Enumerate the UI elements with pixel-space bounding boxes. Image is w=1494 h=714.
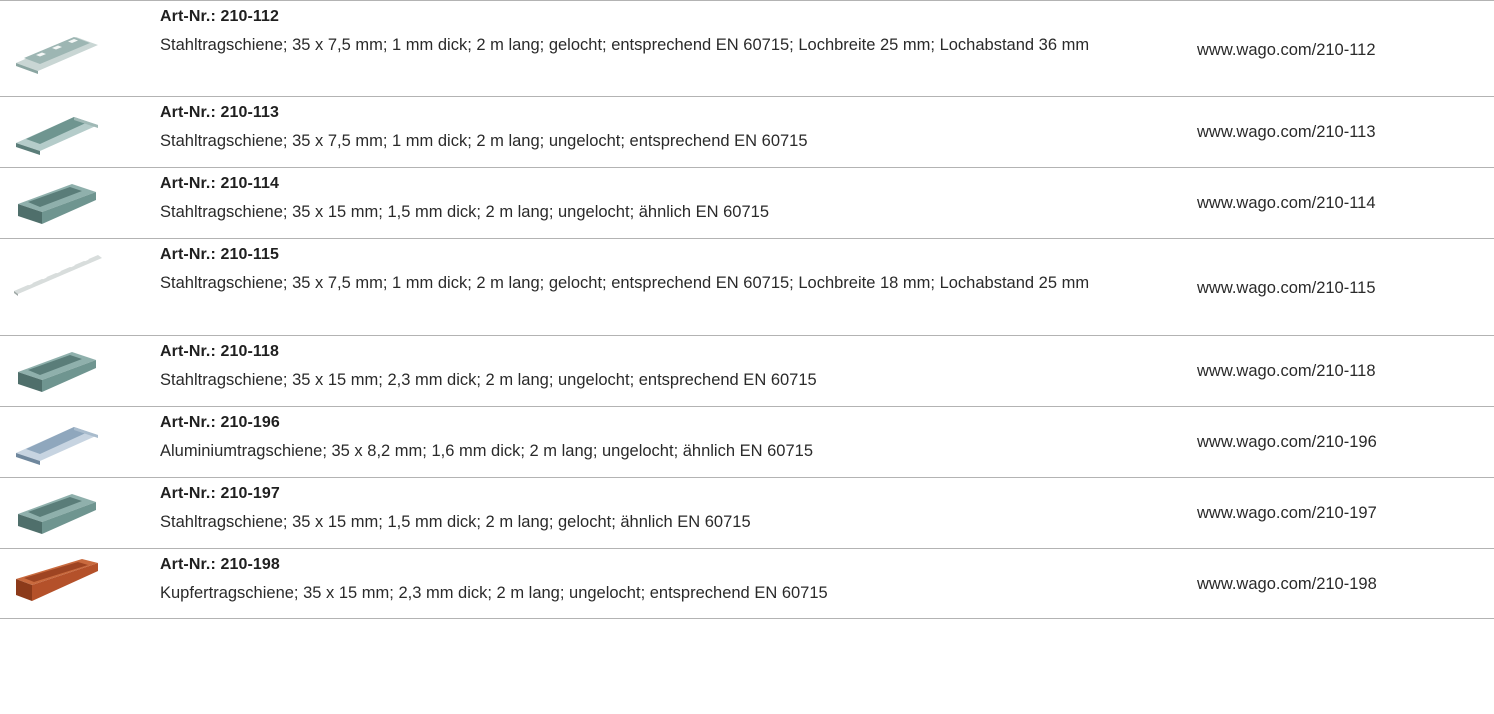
din-rail-perforated-icon: [12, 29, 102, 75]
product-link[interactable]: www.wago.com/210-115: [1197, 279, 1376, 297]
din-rail-icon: [12, 111, 102, 157]
product-info: [160, 241, 1170, 297]
din-rail-deep-icon: [12, 180, 102, 226]
product-info: [160, 3, 1170, 59]
product-link[interactable]: www.wago.com/210-197: [1197, 504, 1377, 522]
product-description: Aluminiumtragschiene; 35 x 8,2 mm; 1,6 mm dick; 2 m lang; ungelocht; ähnlich EN 60715: [160, 442, 813, 460]
product-row: [0, 477, 1494, 548]
product-row: [0, 548, 1494, 619]
product-link[interactable]: www.wago.com/210-198: [1197, 575, 1377, 593]
product-info: [160, 338, 1170, 394]
article-number: Art-Nr.: 210-115: [160, 246, 279, 263]
din-rail-aluminium-icon: [12, 421, 102, 467]
din-rail-deep-icon: [12, 490, 102, 536]
product-info: [160, 551, 1170, 607]
product-row: [0, 167, 1494, 238]
product-description: Stahltragschiene; 35 x 7,5 mm; 1 mm dick; 2 m lang; gelocht; entsprechend EN 60715; Lochbreite 18 mm; Lochabstand 25 mm: [160, 274, 1090, 292]
product-info: [160, 480, 1170, 536]
product-link[interactable]: www.wago.com/210-112: [1197, 41, 1376, 59]
product-link[interactable]: www.wago.com/210-196: [1197, 433, 1377, 451]
product-link[interactable]: www.wago.com/210-118: [1197, 362, 1376, 380]
product-row: [0, 96, 1494, 167]
article-number: Art-Nr.: 210-113: [160, 104, 279, 121]
product-description: Stahltragschiene; 35 x 7,5 mm; 1 mm dick; 2 m lang; gelocht; entsprechend EN 60715; Lochbreite 25 mm; Lochabstand 36 mm: [160, 36, 1090, 54]
article-number: Art-Nr.: 210-198: [160, 556, 280, 573]
product-description: Stahltragschiene; 35 x 7,5 mm; 1 mm dick; 2 m lang; ungelocht; entsprechend EN 60715: [160, 132, 808, 150]
product-description: Kupfertragschiene; 35 x 15 mm; 2,3 mm dick; 2 m lang; ungelocht; entsprechend EN 60715: [160, 584, 828, 602]
product-row: [0, 406, 1494, 477]
din-rail-copper-icon: [12, 557, 102, 603]
product-row: [0, 335, 1494, 406]
product-description: Stahltragschiene; 35 x 15 mm; 2,3 mm dick; 2 m lang; ungelocht; entsprechend EN 60715: [160, 371, 817, 389]
product-row: [0, 238, 1494, 335]
din-rail-deep-icon: [12, 348, 102, 394]
article-number: Art-Nr.: 210-118: [160, 343, 279, 360]
product-row: [0, 0, 1494, 96]
product-info: [160, 99, 1170, 155]
product-link[interactable]: www.wago.com/210-114: [1197, 194, 1376, 212]
din-rail-perforated-icon: [12, 251, 102, 297]
article-number: Art-Nr.: 210-197: [160, 485, 280, 502]
product-description: Stahltragschiene; 35 x 15 mm; 1,5 mm dick; 2 m lang; ungelocht; ähnlich EN 60715: [160, 203, 769, 221]
article-number: Art-Nr.: 210-114: [160, 175, 279, 192]
product-info: [160, 409, 1170, 465]
product-info: [160, 170, 1170, 226]
article-number: Art-Nr.: 210-196: [160, 414, 280, 431]
product-description: Stahltragschiene; 35 x 15 mm; 1,5 mm dick; 2 m lang; gelocht; ähnlich EN 60715: [160, 513, 751, 531]
article-number: Art-Nr.: 210-112: [160, 8, 279, 25]
product-link[interactable]: www.wago.com/210-113: [1197, 123, 1376, 141]
